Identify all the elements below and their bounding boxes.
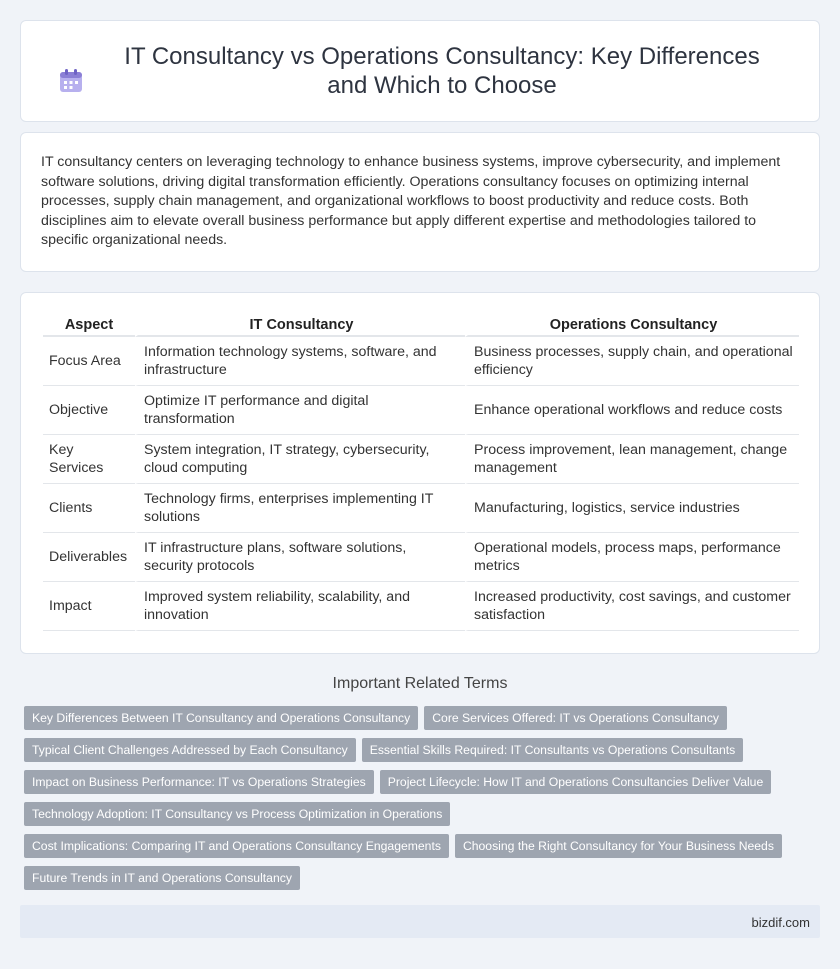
row-it-value: Improved system reliability, scalability, and innovation <box>135 582 465 631</box>
table-row <box>43 386 799 435</box>
table-row <box>43 582 799 631</box>
related-terms-heading: Important Related Terms <box>332 675 508 692</box>
row-it-value: IT infrastructure plans, software solutions, security protocols <box>135 533 465 582</box>
related-term-tag[interactable]: Future Trends in IT and Operations Consultancy <box>24 866 300 890</box>
row-ops-value: Process improvement, lean management, change management <box>465 435 799 484</box>
related-term-tag[interactable]: Core Services Offered: IT vs Operations Consultancy <box>424 706 727 730</box>
row-aspect: Impact <box>43 582 135 631</box>
footer-site-link[interactable]: bizdif.com <box>751 915 810 930</box>
table-row <box>43 484 799 533</box>
header-operations-consultancy: Operations Consultancy <box>465 311 799 337</box>
table-row <box>43 337 799 386</box>
page-title: IT Consultancy vs Operations Consultancy: Key Differences and Which to Choose <box>124 43 760 99</box>
row-aspect: Deliverables <box>43 533 135 582</box>
row-it-value: Technology firms, enterprises implementing IT solutions <box>135 484 465 533</box>
comparison-card <box>20 292 820 654</box>
related-term-tag[interactable]: Choosing the Right Consultancy for Your Business Needs <box>455 834 782 858</box>
row-it-value: System integration, IT strategy, cybersecurity, cloud computing <box>135 435 465 484</box>
related-term-tag[interactable]: Impact on Business Performance: IT vs Operations Strategies <box>24 770 374 794</box>
title-card <box>20 20 820 122</box>
calendar-icon <box>58 68 84 94</box>
row-ops-value: Manufacturing, logistics, service industries <box>465 484 799 533</box>
related-terms-list <box>24 706 824 898</box>
row-aspect: Objective <box>43 386 135 435</box>
table-row <box>43 435 799 484</box>
header-it-consultancy: IT Consultancy <box>135 311 465 337</box>
row-ops-value: Business processes, supply chain, and operational efficiency <box>465 337 799 386</box>
table-header-row <box>43 311 799 337</box>
related-term-tag[interactable]: Cost Implications: Comparing IT and Operations Consultancy Engagements <box>24 834 449 858</box>
row-ops-value: Enhance operational workflows and reduce costs <box>465 386 799 435</box>
row-aspect: Focus Area <box>43 337 135 386</box>
header-aspect: Aspect <box>43 311 135 337</box>
related-term-tag[interactable]: Essential Skills Required: IT Consultants vs Operations Consultants <box>362 738 744 762</box>
footer <box>20 905 820 938</box>
table-row <box>43 533 799 582</box>
comparison-table <box>43 311 799 631</box>
related-term-tag[interactable]: Typical Client Challenges Addressed by Each Consultancy <box>24 738 356 762</box>
intro-card <box>20 132 820 272</box>
row-it-value: Information technology systems, software, and infrastructure <box>135 337 465 386</box>
row-aspect: Key Services <box>43 435 135 484</box>
row-aspect: Clients <box>43 484 135 533</box>
row-ops-value: Increased productivity, cost savings, and customer satisfaction <box>465 582 799 631</box>
intro-text: IT consultancy centers on leveraging technology to enhance business systems, improve cybersecurity, and implement software solutions, driving digital transformation efficiently. Operations consultancy focuses on optimizing internal processes, supply chain management, and organizational workflows to boost productivity and reduce costs. Both disciplines aim to elevate overall business performance but apply different expertise and methodologies tailored to specific organizational needs. <box>41 154 781 248</box>
related-term-tag[interactable]: Project Lifecycle: How IT and Operations Consultancies Deliver Value <box>380 770 772 794</box>
row-it-value: Optimize IT performance and digital transformation <box>135 386 465 435</box>
related-term-tag[interactable]: Key Differences Between IT Consultancy and Operations Consultancy <box>24 706 418 730</box>
related-term-tag[interactable]: Technology Adoption: IT Consultancy vs Process Optimization in Operations <box>24 802 450 826</box>
row-ops-value: Operational models, process maps, performance metrics <box>465 533 799 582</box>
